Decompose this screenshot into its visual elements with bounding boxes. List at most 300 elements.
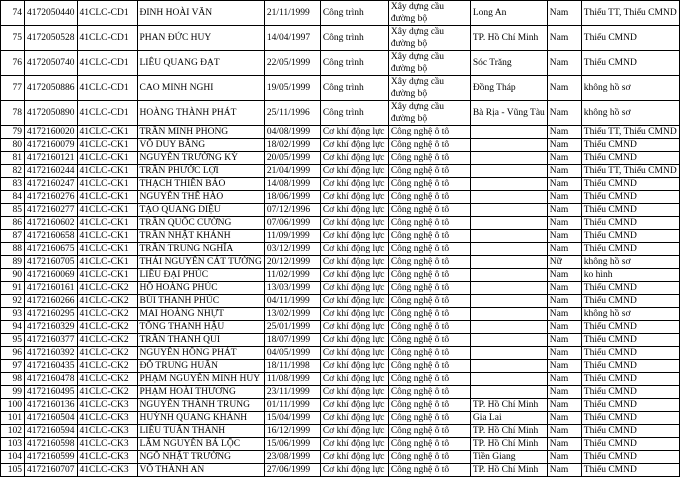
major-cell: Công nghệ ô tô [388,399,470,412]
birth-date-cell: 01/11/1999 [264,399,320,412]
table-row [1,152,680,165]
row-number-cell: 92 [1,295,25,308]
class-code-cell: 41CLC-CK1 [77,191,137,204]
birth-date-cell: 03/12/1999 [264,243,320,256]
student-id-cell: 4172160069 [25,269,78,282]
table-row [1,438,680,451]
birth-date-cell: 21/11/1999 [264,1,320,26]
province-cell [470,256,547,269]
student-id-cell: 4172160247 [25,178,78,191]
student-id-cell: 4172050440 [25,1,78,26]
department-cell: Cơ khí động lực [320,256,388,269]
row-number-cell: 101 [1,412,25,425]
gender-cell: Nam [547,204,581,217]
note-cell: Thiếu CMND [581,464,679,477]
table-row [1,230,680,243]
department-cell: Cơ khí động lực [320,243,388,256]
row-number-cell: 76 [1,51,25,76]
full-name-cell: PHẠM NGUYỄN MINH HUY [137,373,264,386]
department-cell: Cơ khí động lực [320,178,388,191]
student-id-cell: 4172160594 [25,425,78,438]
student-id-cell: 4172050528 [25,26,78,51]
student-id-cell: 4172160121 [25,152,78,165]
full-name-cell: TRẦN MINH PHONG [137,126,264,139]
note-cell: Thiếu CMND [581,217,679,230]
student-id-cell: 4172050886 [25,76,78,101]
note-cell: Thiếu TT, Thiếu CMND [581,1,679,26]
row-number-cell: 89 [1,256,25,269]
full-name-cell: THÁI NGUYỄN CÁT TƯỜNG [137,256,264,269]
table-row [1,139,680,152]
major-cell: Công nghệ ô tô [388,230,470,243]
major-cell: Công nghệ ô tô [388,438,470,451]
table-row [1,360,680,373]
class-code-cell: 41CLC-CK1 [77,139,137,152]
gender-cell: Nam [547,347,581,360]
gender-cell: Nam [547,126,581,139]
full-name-cell: LIỄU TUẤN THÀNH [137,425,264,438]
full-name-cell: ĐỖ TRUNG HUÂN [137,360,264,373]
class-code-cell: 41CLC-CK3 [77,438,137,451]
note-cell: Thiếu CMND [581,399,679,412]
full-name-cell: CAO MINH NGHI [137,76,264,101]
birth-date-cell: 07/06/1999 [264,217,320,230]
department-cell: Cơ khí động lực [320,425,388,438]
gender-cell: Nam [547,321,581,334]
gender-cell: Nam [547,51,581,76]
major-cell: Công nghệ ô tô [388,191,470,204]
department-cell: Công trình [320,1,388,26]
row-number-cell: 103 [1,438,25,451]
student-id-cell: 4172050890 [25,101,78,126]
note-cell: Thiếu CMND [581,51,679,76]
department-cell: Cơ khí động lực [320,295,388,308]
student-id-cell: 4172160392 [25,347,78,360]
note-cell: Thiếu CMND [581,26,679,51]
major-cell: Công nghệ ô tô [388,425,470,438]
class-code-cell: 41CLC-CK3 [77,425,137,438]
student-id-cell: 4172160244 [25,165,78,178]
table-row [1,269,680,282]
student-id-cell: 4172160478 [25,373,78,386]
table-row [1,373,680,386]
province-cell [470,165,547,178]
gender-cell: Nam [547,178,581,191]
row-number-cell: 94 [1,321,25,334]
gender-cell: Nam [547,165,581,178]
full-name-cell: VÕ THÀNH AN [137,464,264,477]
gender-cell: Nam [547,230,581,243]
full-name-cell: TRẦN TRUNG NGHĨA [137,243,264,256]
table-row [1,399,680,412]
province-cell: TP. Hồ Chí Minh [470,26,547,51]
department-cell: Công trình [320,101,388,126]
table-row [1,1,680,26]
student-id-cell: 4172160707 [25,464,78,477]
note-cell: không hồ sơ [581,308,679,321]
table-row [1,282,680,295]
gender-cell: Nam [547,464,581,477]
row-number-cell: 77 [1,76,25,101]
class-code-cell: 41CLC-CK1 [77,230,137,243]
gender-cell: Nam [547,139,581,152]
student-id-cell: 4172160599 [25,451,78,464]
department-cell: Cơ khí động lực [320,464,388,477]
birth-date-cell: 27/06/1999 [264,464,320,477]
province-cell [470,360,547,373]
gender-cell: Nam [547,76,581,101]
department-cell: Cơ khí động lực [320,217,388,230]
department-cell: Cơ khí động lực [320,360,388,373]
table-row [1,51,680,76]
province-cell [470,386,547,399]
major-cell: Công nghệ ô tô [388,373,470,386]
birth-date-cell: 07/12/1996 [264,204,320,217]
row-number-cell: 75 [1,26,25,51]
birth-date-cell: 25/01/1999 [264,321,320,334]
table-row [1,191,680,204]
full-name-cell: THẠCH THIÊN BẢO [137,178,264,191]
gender-cell: Nam [547,308,581,321]
class-code-cell: 41CLC-CK2 [77,373,137,386]
row-number-cell: 85 [1,204,25,217]
row-number-cell: 93 [1,308,25,321]
major-cell: Xây dựng cầu đường bộ [388,1,470,26]
gender-cell: Nam [547,269,581,282]
full-name-cell: TRẦN PHƯỚC LỢI [137,165,264,178]
birth-date-cell: 13/02/1999 [264,308,320,321]
note-cell: Thiếu CMND [581,204,679,217]
class-code-cell: 41CLC-CK1 [77,165,137,178]
note-cell: Thiếu CMND [581,347,679,360]
class-code-cell: 41CLC-CK1 [77,217,137,230]
province-cell: Tiền Giang [470,451,547,464]
birth-date-cell: 23/08/1999 [264,451,320,464]
department-cell: Cơ khí động lực [320,269,388,282]
province-cell [470,191,547,204]
table-row [1,347,680,360]
province-cell [470,126,547,139]
row-number-cell: 87 [1,230,25,243]
row-number-cell: 81 [1,152,25,165]
birth-date-cell: 25/11/1996 [264,101,320,126]
gender-cell: Nam [547,334,581,347]
table-body [1,1,680,477]
province-cell: Bà Rịa - Vũng Tàu [470,101,547,126]
note-cell: Thiếu CMND [581,360,679,373]
department-cell: Công trình [320,51,388,76]
province-cell: TP. Hồ Chí Minh [470,438,547,451]
major-cell: Xây dựng cầu đường bộ [388,51,470,76]
province-cell: TP. Hồ Chí Minh [470,464,547,477]
gender-cell: Nam [547,399,581,412]
birth-date-cell: 18/06/1999 [264,191,320,204]
student-id-cell: 4172160435 [25,360,78,373]
class-code-cell: 41CLC-CK2 [77,321,137,334]
birth-date-cell: 13/03/1999 [264,282,320,295]
table-row [1,178,680,191]
class-code-cell: 41CLC-CD1 [77,76,137,101]
major-cell: Công nghệ ô tô [388,139,470,152]
department-cell: Cơ khí động lực [320,347,388,360]
gender-cell: Nam [547,438,581,451]
table-row [1,308,680,321]
province-cell: TP. Hồ Chí Minh [470,399,547,412]
row-number-cell: 80 [1,139,25,152]
department-cell: Công trình [320,26,388,51]
birth-date-cell: 11/02/1999 [264,269,320,282]
student-id-cell: 4172160329 [25,321,78,334]
row-number-cell: 84 [1,191,25,204]
province-cell [470,269,547,282]
row-number-cell: 100 [1,399,25,412]
department-cell: Cơ khí động lực [320,399,388,412]
birth-date-cell: 16/12/1999 [264,425,320,438]
row-number-cell: 74 [1,1,25,26]
row-number-cell: 79 [1,126,25,139]
full-name-cell: NGUYỄN THẾ HÀO [137,191,264,204]
class-code-cell: 41CLC-CK1 [77,256,137,269]
province-cell [470,334,547,347]
birth-date-cell: 23/11/1999 [264,386,320,399]
birth-date-cell: 18/07/1999 [264,334,320,347]
row-number-cell: 83 [1,178,25,191]
birth-date-cell: 11/08/1999 [264,373,320,386]
note-cell: Thiếu CMND [581,451,679,464]
birth-date-cell: 04/08/1999 [264,126,320,139]
major-cell: Công nghệ ô tô [388,451,470,464]
class-code-cell: 41CLC-CK1 [77,243,137,256]
major-cell: Xây dựng cầu đường bộ [388,26,470,51]
row-number-cell: 91 [1,282,25,295]
row-number-cell: 86 [1,217,25,230]
table-row [1,464,680,477]
note-cell: Thiếu CMND [581,243,679,256]
birth-date-cell: 15/04/1999 [264,412,320,425]
major-cell: Công nghệ ô tô [388,126,470,139]
table-row [1,126,680,139]
full-name-cell: VÕ DUY BẰNG [137,139,264,152]
gender-cell: Nam [547,26,581,51]
gender-cell: Nam [547,1,581,26]
row-number-cell: 82 [1,165,25,178]
gender-cell: Nam [547,412,581,425]
department-cell: Cơ khí động lực [320,373,388,386]
department-cell: Cơ khí động lực [320,412,388,425]
table-row [1,243,680,256]
full-name-cell: TRẦN NHẬT KHÁNH [137,230,264,243]
table-row [1,101,680,126]
full-name-cell: LIÊU QUANG ĐẠT [137,51,264,76]
student-id-cell: 4172050740 [25,51,78,76]
department-cell: Cơ khí động lực [320,308,388,321]
birth-date-cell: 15/06/1999 [264,438,320,451]
note-cell: Thiếu CMND [581,191,679,204]
student-id-cell: 4172160495 [25,386,78,399]
province-cell: TP. Hồ Chí Minh [470,425,547,438]
full-name-cell: TÔNG THANH HẬU [137,321,264,334]
birth-date-cell: 14/04/1997 [264,26,320,51]
note-cell: Thiếu CMND [581,152,679,165]
student-id-cell: 4172160295 [25,308,78,321]
table-row [1,217,680,230]
full-name-cell: HUỲNH QUANG KHÁNH [137,412,264,425]
note-cell: Thiếu CMND [581,139,679,152]
student-id-cell: 4172160079 [25,139,78,152]
full-name-cell: ĐINH HOÀI VĂN [137,1,264,26]
major-cell: Công nghệ ô tô [388,256,470,269]
province-cell [470,230,547,243]
province-cell [470,282,547,295]
major-cell: Công nghệ ô tô [388,165,470,178]
full-name-cell: NGUYỄN TRƯỜNG KỲ [137,152,264,165]
full-name-cell: HOÀNG THÀNH PHÁT [137,101,264,126]
row-number-cell: 104 [1,451,25,464]
province-cell [470,217,547,230]
birth-date-cell: 04/05/1999 [264,347,320,360]
table-row [1,256,680,269]
class-code-cell: 41CLC-CK3 [77,451,137,464]
province-cell [470,243,547,256]
birth-date-cell: 18/11/1998 [264,360,320,373]
department-cell: Cơ khí động lực [320,321,388,334]
province-cell: Đồng Tháp [470,76,547,101]
student-id-cell: 4172160602 [25,217,78,230]
full-name-cell: BÙI THANH PHÚC [137,295,264,308]
note-cell: ko hình [581,269,679,282]
student-id-cell: 4172160277 [25,204,78,217]
gender-cell: Nữ [547,256,581,269]
province-cell [470,373,547,386]
birth-date-cell: 11/09/1999 [264,230,320,243]
class-code-cell: 41CLC-CK2 [77,282,137,295]
province-cell [470,347,547,360]
note-cell: không hồ sơ [581,76,679,101]
student-id-cell: 4172160266 [25,295,78,308]
major-cell: Xây dựng cầu đường bộ [388,76,470,101]
major-cell: Công nghệ ô tô [388,269,470,282]
full-name-cell: TRẦN QUỐC CƯỜNG [137,217,264,230]
gender-cell: Nam [547,101,581,126]
class-code-cell: 41CLC-CK2 [77,295,137,308]
birth-date-cell: 18/02/1999 [264,139,320,152]
gender-cell: Nam [547,451,581,464]
birth-date-cell: 04/11/1999 [264,295,320,308]
full-name-cell: PHẠM HOÀI THƯƠNG [137,386,264,399]
major-cell: Công nghệ ô tô [388,347,470,360]
full-name-cell: LÂM NGUYỄN BÁ LỘC [137,438,264,451]
class-code-cell: 41CLC-CK1 [77,204,137,217]
note-cell: Thiếu CMND [581,438,679,451]
birth-date-cell: 20/12/1999 [264,256,320,269]
note-cell: Thiếu CMND [581,321,679,334]
student-id-cell: 4172160276 [25,191,78,204]
gender-cell: Nam [547,425,581,438]
major-cell: Công nghệ ô tô [388,308,470,321]
class-code-cell: 41CLC-CK2 [77,386,137,399]
major-cell: Công nghệ ô tô [388,204,470,217]
student-id-cell: 4172160136 [25,399,78,412]
province-cell [470,178,547,191]
major-cell: Công nghệ ô tô [388,321,470,334]
gender-cell: Nam [547,191,581,204]
class-code-cell: 41CLC-CK2 [77,347,137,360]
student-id-cell: 4172160658 [25,230,78,243]
table-row [1,321,680,334]
class-code-cell: 41CLC-CK2 [77,360,137,373]
major-cell: Công nghệ ô tô [388,464,470,477]
class-code-cell: 41CLC-CK1 [77,269,137,282]
note-cell: không hồ sơ [581,256,679,269]
table-row [1,386,680,399]
student-id-cell: 4172160675 [25,243,78,256]
full-name-cell: MAI HOÀNG NHỰT [137,308,264,321]
table-row [1,425,680,438]
row-number-cell: 97 [1,360,25,373]
full-name-cell: PHAN ĐỨC HUY [137,26,264,51]
full-name-cell: LIÊU ĐẠI PHÚC [137,269,264,282]
row-number-cell: 88 [1,243,25,256]
full-name-cell: TRẦN THANH QUI [137,334,264,347]
note-cell: Thiếu CMND [581,425,679,438]
row-number-cell: 90 [1,269,25,282]
major-cell: Công nghệ ô tô [388,295,470,308]
student-id-cell: 4172160161 [25,282,78,295]
table-row [1,165,680,178]
gender-cell: Nam [547,373,581,386]
department-cell: Cơ khí động lực [320,204,388,217]
gender-cell: Nam [547,243,581,256]
department-cell: Cơ khí động lực [320,152,388,165]
department-cell: Cơ khí động lực [320,386,388,399]
table-row [1,76,680,101]
province-cell [470,204,547,217]
department-cell: Cơ khí động lực [320,165,388,178]
gender-cell: Nam [547,217,581,230]
student-id-cell: 4172160598 [25,438,78,451]
department-cell: Cơ khí động lực [320,139,388,152]
row-number-cell: 98 [1,373,25,386]
table-row [1,412,680,425]
note-cell: Thiếu TT, Thiếu CMND [581,165,679,178]
class-code-cell: 41CLC-CK3 [77,464,137,477]
full-name-cell: TẠO QUANG DIỆU [137,204,264,217]
student-id-cell: 4172160020 [25,126,78,139]
major-cell: Công nghệ ô tô [388,282,470,295]
province-cell [470,152,547,165]
class-code-cell: 41CLC-CD1 [77,101,137,126]
table-row [1,334,680,347]
major-cell: Công nghệ ô tô [388,178,470,191]
department-cell: Công trình [320,76,388,101]
full-name-cell: NGUYỄN HỒNG PHÁT [137,347,264,360]
province-cell: Gia Lai [470,412,547,425]
full-name-cell: HỒ HOÀNG PHÚC [137,282,264,295]
note-cell: không hồ sơ [581,101,679,126]
note-cell: Thiếu CMND [581,282,679,295]
department-cell: Cơ khí động lực [320,451,388,464]
class-code-cell: 41CLC-CK2 [77,308,137,321]
full-name-cell: NGÔ NHẬT TRƯỜNG [137,451,264,464]
note-cell: Thiếu CMND [581,295,679,308]
gender-cell: Nam [547,360,581,373]
table-row [1,26,680,51]
note-cell: Thiếu CMND [581,373,679,386]
note-cell: Thiếu CMND [581,386,679,399]
table-row [1,451,680,464]
class-code-cell: 41CLC-CK2 [77,334,137,347]
class-code-cell: 41CLC-CK1 [77,126,137,139]
